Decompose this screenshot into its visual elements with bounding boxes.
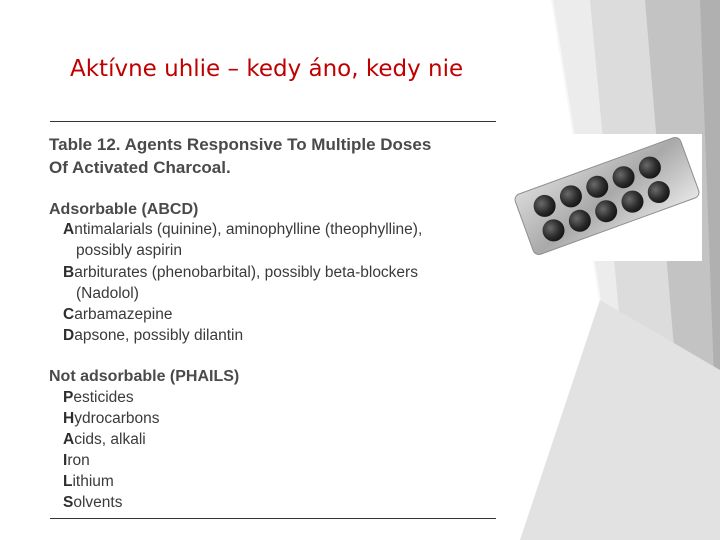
item-initial: A <box>63 431 75 448</box>
adsorbable-heading: Adsorbable (ABCD) <box>49 201 199 218</box>
list-item <box>63 326 243 346</box>
list-item <box>63 409 160 429</box>
list-item <box>63 388 134 408</box>
item-initial: H <box>63 410 75 427</box>
item-text: ron <box>67 452 90 469</box>
list-item <box>63 263 418 283</box>
table-bottom-rule <box>50 518 496 519</box>
item-text: apsone, possibly dilantin <box>74 327 244 344</box>
list-item <box>63 493 122 513</box>
item-text: olvents <box>73 494 123 511</box>
item-text: arbamazepine <box>74 306 173 323</box>
item-text: ithium <box>72 473 114 490</box>
list-item-continuation: (Nadolol) <box>76 285 139 302</box>
list-item <box>63 220 422 240</box>
item-initial: D <box>63 327 75 344</box>
item-initial: L <box>63 473 73 490</box>
table-title-line-2: Of Activated Charcoal. <box>49 158 231 177</box>
list-item <box>63 472 114 492</box>
item-initial: S <box>63 494 74 511</box>
list-item <box>63 430 146 450</box>
table-title <box>49 133 431 179</box>
charcoal-tablets-image <box>512 134 702 261</box>
item-initial: I <box>63 452 68 469</box>
item-initial: P <box>63 389 74 406</box>
item-text: cids, alkali <box>74 431 146 448</box>
item-text: esticides <box>73 389 134 406</box>
list-item-continuation: possibly aspirin <box>76 242 182 259</box>
table-title-line-1: Table 12. Agents Responsive To Multiple Doses <box>49 135 432 154</box>
not-adsorbable-heading: Not adsorbable (PHAILS) <box>49 368 240 385</box>
item-text: arbiturates (phenobarbital), possibly beta-blockers <box>74 264 418 281</box>
item-initial: C <box>63 306 75 323</box>
list-item <box>63 305 172 325</box>
item-initial: A <box>63 221 75 238</box>
item-text: ntimalarials (quinine), aminophylline (theophylline), <box>74 221 423 238</box>
item-text: ydrocarbons <box>74 410 160 427</box>
table-top-rule <box>50 121 496 122</box>
item-initial: B <box>63 264 75 281</box>
list-item <box>63 451 90 471</box>
slide-title: Aktívne uhlie – kedy áno, kedy nie <box>70 56 464 82</box>
